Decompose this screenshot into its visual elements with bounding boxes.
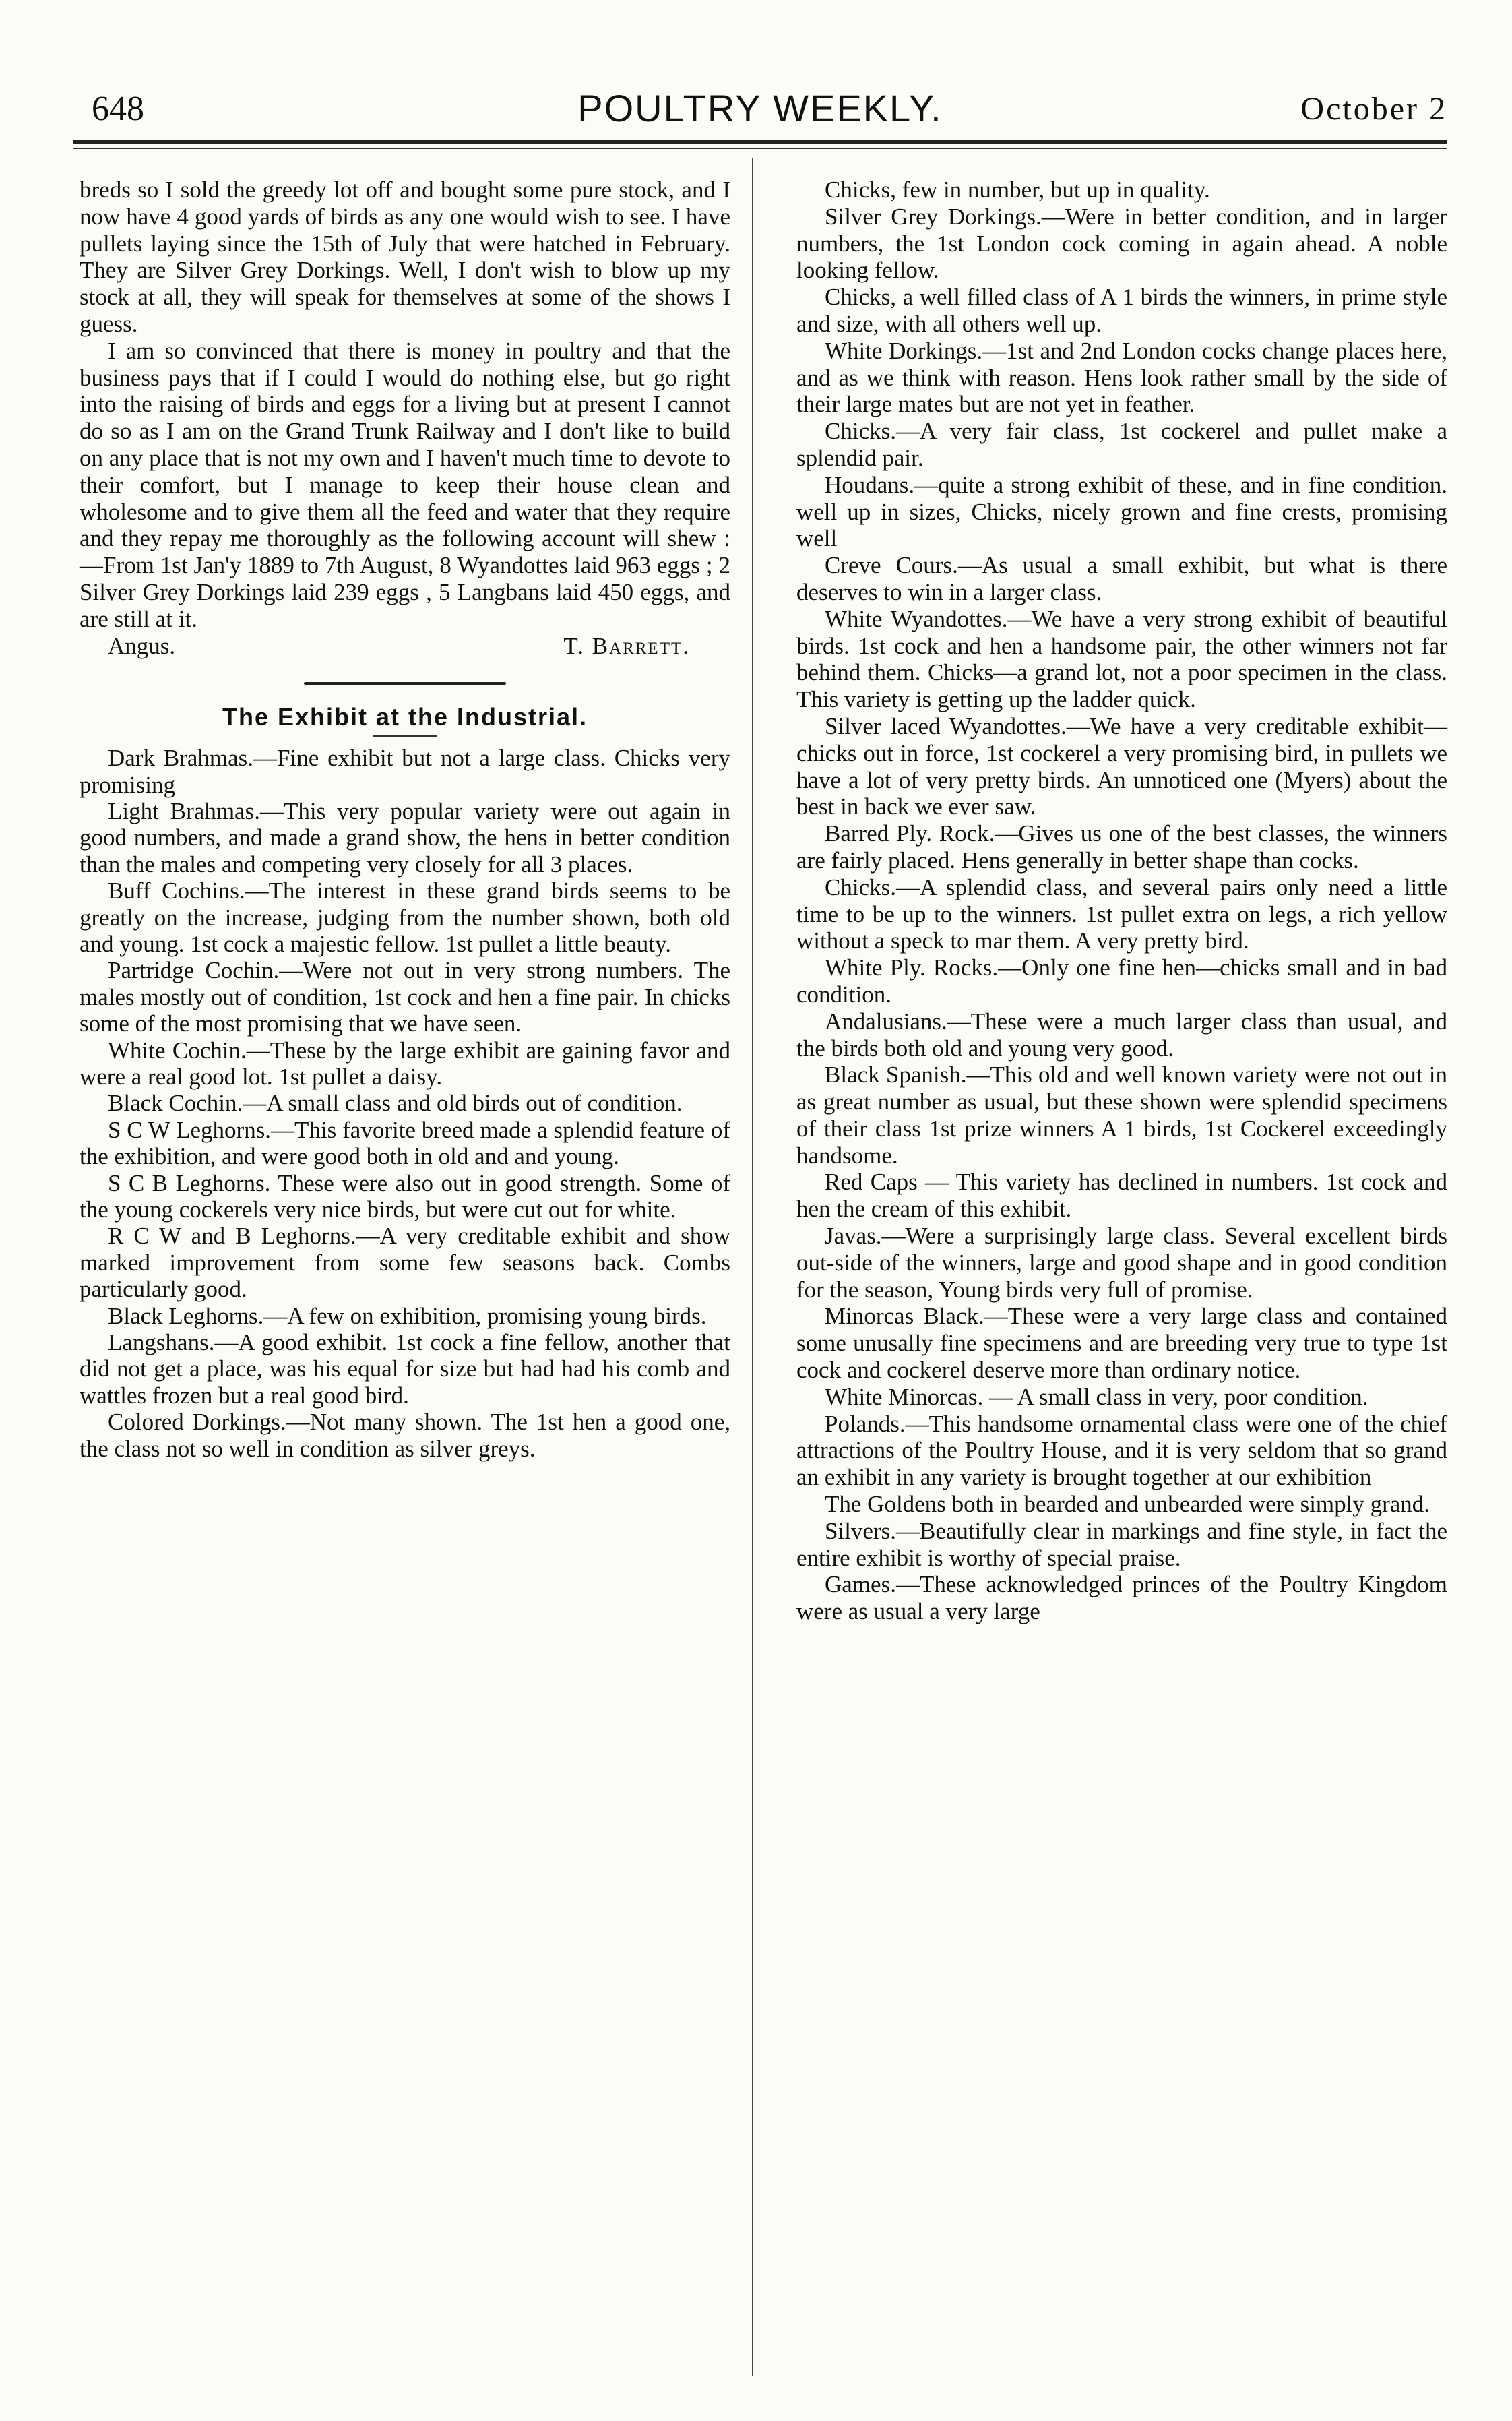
- article-paragraph: Colored Dorkings.—Not many shown. The 1st hen a good one, the class not so well in condition as silver greys.: [80, 1409, 730, 1462]
- page-number: 648: [92, 90, 144, 128]
- article-paragraph: White Minorcas. — A small class in very, poor condition.: [825, 1383, 1368, 1410]
- article-heading: The Exhibit at the Industrial.: [222, 703, 588, 731]
- article-paragraph: White Wyandottes.—We have a very strong exhibit of beautiful birds. 1st cock and hen a handsome pair, the other winners not far behind them. Chicks—a grand lot, not a poor specimen in the class. This variety is getting up the ladder quick.: [796, 605, 1447, 713]
- letter: [80, 177, 730, 659]
- article-paragraph: Light Brahmas.—This very popular variety were out again in good numbers, and made a grand show, the hens in better condition than the males and competing very closely for all 3 places.: [80, 797, 730, 878]
- article-paragraph: Silvers.—Beautifully clear in markings and fine style, in fact the entire exhibit is worthy of special praise.: [796, 1517, 1447, 1571]
- section-ornament: [80, 682, 730, 685]
- article-paragraph: The Goldens both in bearded and unbearded were simply grand.: [825, 1491, 1430, 1518]
- article-paragraph: Chicks, few in number, but up in quality.: [825, 177, 1210, 203]
- masthead: [73, 82, 1447, 136]
- article-paragraph: S C B Leghorns. These were also out in good strength. Some of the young cockerels very nice birds, but were cut out for white.: [80, 1169, 730, 1223]
- ornament-rule: [304, 682, 506, 685]
- article-paragraph: Minorcas Black.—These were a very large class and contained some unusally fine specimens and are breeding very true to type 1st cock and cockerel deserve more than ordinary notice.: [796, 1303, 1447, 1384]
- article-paragraph: S C W Leghorns.—This favorite breed made a splendid feature of the exhibition, and were good both in old and and young.: [80, 1116, 730, 1170]
- header-rule: [73, 140, 1447, 144]
- header-rule-thin: [73, 148, 1447, 149]
- article-paragraph: Black Cochin.—A small class and old birds out of condition.: [108, 1090, 683, 1117]
- article-paragraph: R C W and B Leghorns.—A very creditable exhibit and show marked improvement from some few seasons back. Combs particularly good.: [80, 1223, 730, 1303]
- article-paragraph: Houdans.—quite a strong exhibit of these, and in fine condition. well up in sizes, Chicks, nicely grown and fine crests, promising well: [796, 471, 1447, 552]
- right-column: [796, 177, 1447, 1625]
- issue-date: October 2: [1300, 91, 1447, 127]
- letter-paragraph: breds so I sold the greedy lot off and bought some pure stock, and I now have 4 good yards of birds as any one would wish to see. I have pullets laying since the 15th of July that were hatched in February. They are Silver Grey Dorkings. Well, I don't wish to blow up my stock at all, they will speak for themselves at some of the shows I guess.: [80, 177, 730, 337]
- article-paragraph: Creve Cours.—As usual a small exhibit, but what is there deserves to win in a larger class.: [796, 552, 1447, 605]
- journal-title: POULTRY WEEKLY.: [577, 87, 943, 129]
- article-paragraph: Dark Brahmas.—Fine exhibit but not a large class. Chicks very promising: [80, 745, 730, 798]
- article-paragraph: White Cochin.—These by the large exhibit are gaining favor and were a real good lot. 1st pullet a daisy.: [80, 1037, 730, 1091]
- article-paragraph: White Dorkings.—1st and 2nd London cocks change places here, and as we think with reason. Hens look rather small by the side of their large mates but are not yet in feather.: [796, 337, 1447, 418]
- article-paragraph: Andalusians.—These were a much larger class than usual, and the birds both old and young very good.: [796, 1008, 1447, 1062]
- article-left-body: [80, 745, 730, 1462]
- article-paragraph: Black Leghorns.—A few on exhibition, promising young birds.: [108, 1302, 707, 1329]
- left-column: [80, 177, 730, 1462]
- article-paragraph: Games.—These acknowledged princes of the Poultry Kingdom were as usual a very large: [796, 1571, 1447, 1625]
- article-paragraph: Chicks.—A very fair class, 1st cockerel and pullet make a splendid pair.: [796, 418, 1447, 471]
- letter-signature: [80, 633, 730, 660]
- article-paragraph: Barred Ply. Rock.—Gives us one of the best classes, the winners are fairly placed. Hens generally in better shape than cocks.: [796, 820, 1447, 874]
- article-paragraph: Langshans.—A good exhibit. 1st cock a fine fellow, another that did not get a place, was his equal for size but had had his comb and wattles frozen but a real good bird.: [80, 1329, 730, 1409]
- article-paragraph: Chicks, a well filled class of A 1 birds the winners, in prime style and size, with all others well up.: [796, 284, 1447, 337]
- letter-paragraph: I am so convinced that there is money in poultry and that the business pays that if I could I would do nothing else, but go right into the raising of birds and eggs for a living but at present I cannot do so as I am on the Grand Trunk Railway and I don't like to build on any place that is not my own and I haven't much time to devote to their comfort, but I manage to keep their house clean and wholesome and to give them all the feed and water that they require and they repay me thoroughly as the following account will shew :—From 1st Jan'y 1889 to 7th August, 8 Wyandottes laid 963 eggs ; 2 Silver Grey Dorkings laid 239 eggs , 5 Langbans laid 450 eggs, and are still at it.: [80, 337, 730, 632]
- article-paragraph: Javas.—Were a surprisingly large class. Several excellent birds out-side of the winners, large and good shape and in good condition for the season, Young birds very full of promise.: [796, 1223, 1447, 1303]
- article-paragraph: Silver Grey Dorkings.—Were in better condition, and in larger numbers, the 1st London cock coming in again ahead. A noble looking fellow.: [796, 203, 1447, 284]
- article-paragraph: Buff Cochins.—The interest in these grand birds seems to be greatly on the increase, judging from the number shown, both old and young. 1st cock a majestic fellow. 1st pullet a little beauty.: [80, 878, 730, 957]
- article-paragraph: Silver laced Wyandottes.—We have a very creditable exhibit—chicks out in force, 1st cockerel a very promising bird, in pullets we have a lot of very pretty birds. An unnoticed one (Myers) about the best in back we ever saw.: [796, 712, 1447, 820]
- letter-author: T. Barrett.: [563, 632, 690, 659]
- article-paragraph: Red Caps — This variety has declined in numbers. 1st cock and hen the cream of this exhibit.: [796, 1169, 1447, 1223]
- article-paragraph: Chicks.—A splendid class, and several pairs only need a little time to be up to the winners. 1st pullet extra on legs, a rich yellow without a speck to mar them. A very pretty bird.: [796, 874, 1447, 954]
- article-paragraph: Partridge Cochin.—Were not out in very strong numbers. The males mostly out of condition, 1st cock and hen a fine pair. In chicks some of the most promising that we have seen.: [80, 957, 730, 1037]
- article-paragraph: Polands.—This handsome ornamental class were one of the chief attractions of the Poultry House, and it is very seldom that so grand an exhibit in any variety is brought together at our exhibition: [796, 1410, 1447, 1491]
- article-paragraph: Black Spanish.—This old and well known variety were not out in as great number as usual, but these shown were splendid specimens of their class 1st prize winners A 1 birds, 1st Cockerel exceedingly handsome.: [796, 1062, 1447, 1169]
- column-divider: [752, 158, 753, 2376]
- heading-rule: [373, 735, 437, 737]
- letter-place: Angus.: [108, 632, 176, 659]
- article-paragraph: White Ply. Rocks.—Only one fine hen—chicks small and in bad condition.: [796, 954, 1447, 1008]
